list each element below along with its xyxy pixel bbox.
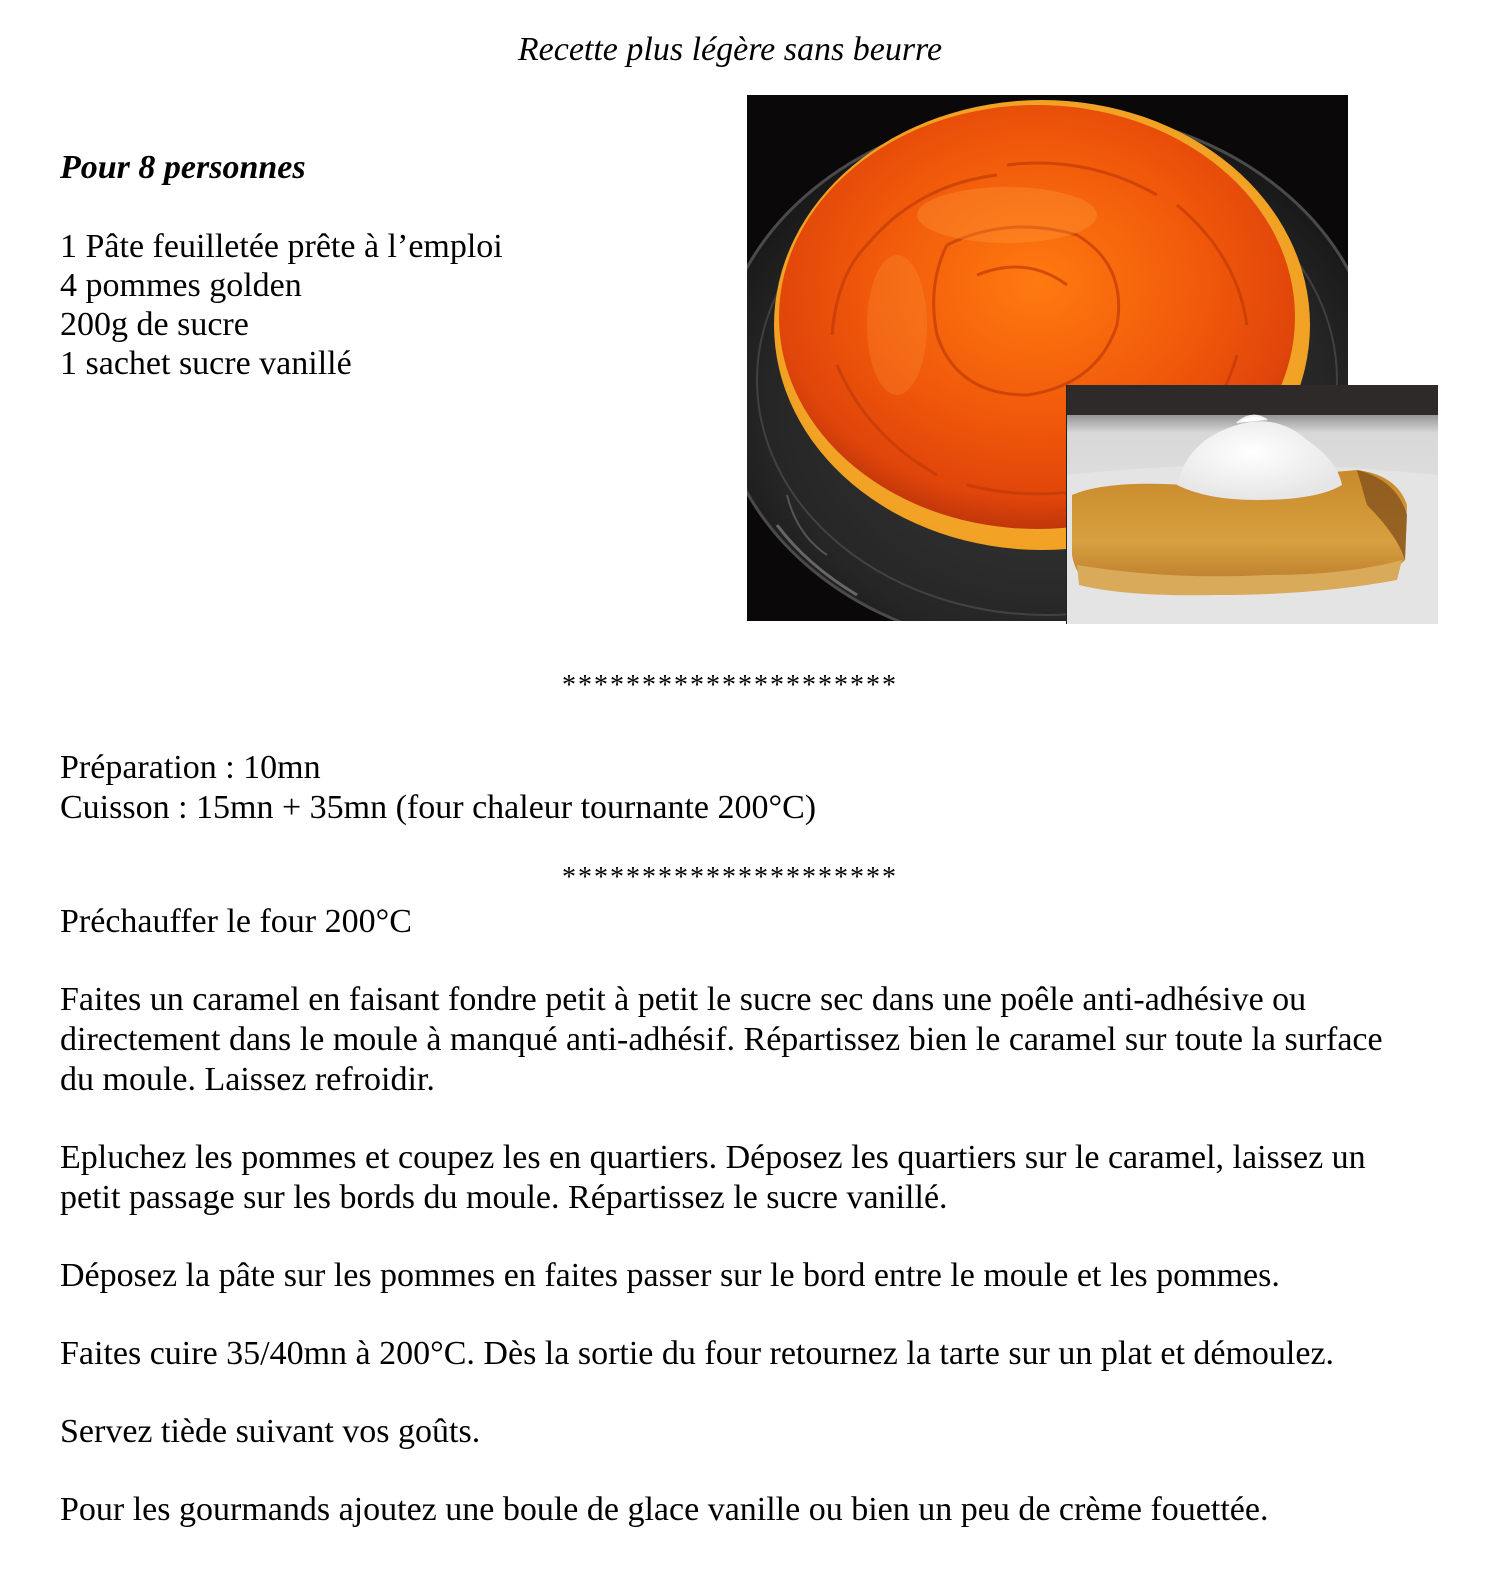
step-paragraph: Epluchez les pommes et coupez les en quartiers. Déposez les quartiers sur le caramel, laissez un petit passage sur les bords du moule. Répartissez le sucre vanillé. — [60, 1139, 1366, 1216]
ingredient-list — [60, 227, 503, 383]
cooking-time: Cuisson : 15mn + 35mn (four chaleur tournante 200°C) — [60, 789, 817, 826]
separator-line: ********************* — [562, 670, 898, 701]
ingredient-item: 1 Pâte feuilletée prête à l’emploi — [60, 228, 503, 265]
recipe-steps — [60, 902, 1400, 1568]
step-paragraph: Faites cuire 35/40mn à 200°C. Dès la sortie du four retournez la tarte sur un plat et démoulez. — [60, 1335, 1335, 1372]
ingredient-item: 4 pommes golden — [60, 267, 302, 304]
step-paragraph: Servez tiède suivant vos goûts. — [60, 1413, 481, 1450]
preparation-time: Préparation : 10mn — [60, 749, 321, 786]
step-paragraph: Préchauffer le four 200°C — [60, 903, 412, 940]
step-paragraph: Faites un caramel en faisant fondre petit à petit le sucre sec dans une poêle anti-adhésive ou directement dans le moule à manqué anti-adhésif. Répartissez bien le caramel sur toute la surface du moule. Laissez refroidir. — [60, 981, 1383, 1098]
ingredient-item: 200g de sucre — [60, 306, 249, 343]
step-paragraph: Pour les gourmands ajoutez une boule de glace vanille ou bien un peu de crème fouettée. — [60, 1491, 1269, 1528]
ingredient-item: 1 sachet sucre vanillé — [60, 345, 352, 382]
separator-line: ********************* — [562, 862, 898, 893]
tart-slice-photo — [1066, 385, 1438, 624]
servings-heading: Pour 8 personnes — [60, 149, 306, 186]
recipe-title: Recette plus légère sans beurre — [517, 31, 943, 68]
step-paragraph: Déposez la pâte sur les pommes en faites passer sur le bord entre le moule et les pommes. — [60, 1257, 1280, 1294]
time-info — [60, 748, 816, 828]
